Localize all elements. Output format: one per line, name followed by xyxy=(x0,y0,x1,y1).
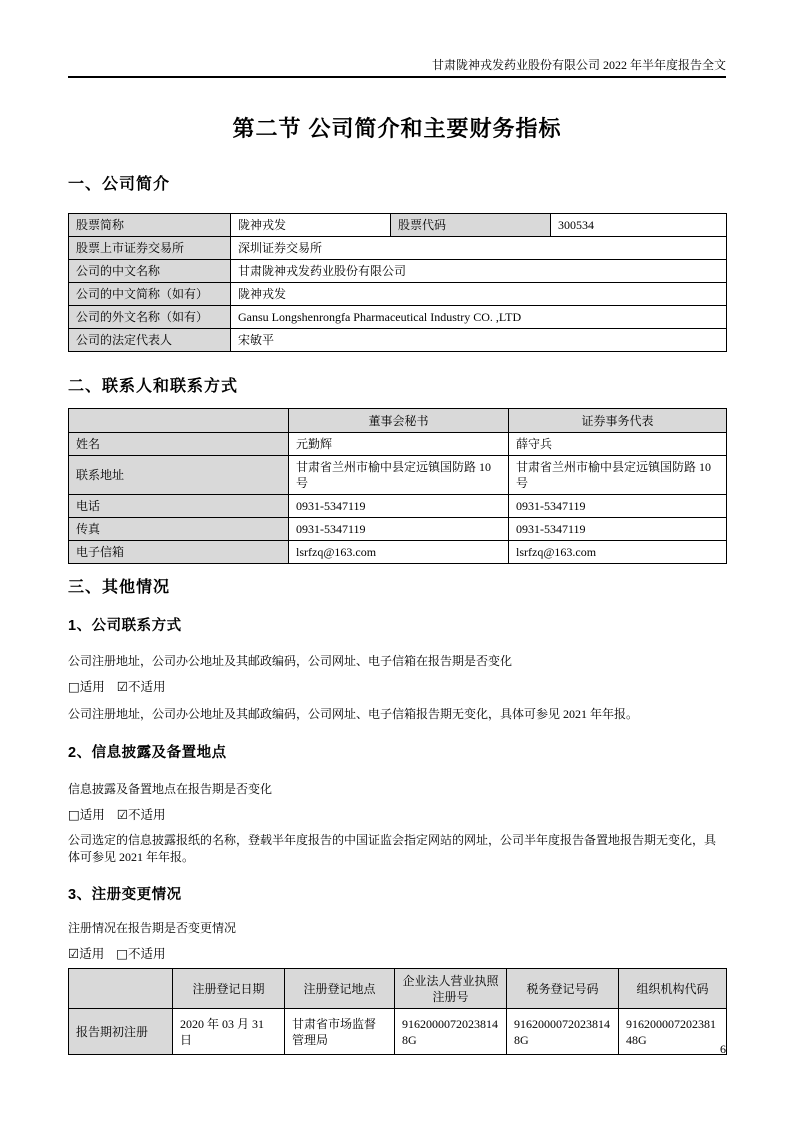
cn-name-value: 甘肃陇神戎发药业股份有限公司 xyxy=(231,260,727,283)
listing-exchange-label: 股票上市证券交易所 xyxy=(69,237,231,260)
checkbox-line xyxy=(68,806,726,824)
section-heading-other: 三、其他情况 xyxy=(68,579,171,596)
table-row xyxy=(69,260,727,283)
checkbox-applicable: □适用 xyxy=(68,807,105,822)
registration-table xyxy=(68,968,727,1055)
stock-abbr-label: 股票简称 xyxy=(69,214,231,237)
registration-change-question: 注册情况在报告期是否变更情况 xyxy=(68,921,237,935)
contacts-empty-header-cell xyxy=(69,409,289,433)
table-header-row xyxy=(69,409,727,433)
reg-date-value: 2020 年 03 月 31 日 xyxy=(173,1009,285,1055)
section-heading-contacts: 二、联系人和联系方式 xyxy=(68,378,239,395)
checkbox-line xyxy=(68,678,726,696)
checkbox-line xyxy=(68,945,726,963)
reg-date-header: 注册登记日期 xyxy=(173,969,285,1009)
table-row xyxy=(69,306,727,329)
business-license-header: 企业法人营业执照注册号 xyxy=(395,969,507,1009)
table-row xyxy=(69,237,727,260)
sub-heading-registration: 3、注册变更情况 xyxy=(68,887,182,903)
sub-heading-company-contact: 1、公司联系方式 xyxy=(68,618,182,634)
table-row xyxy=(69,456,727,495)
checkbox-not-applicable: ☑不适用 xyxy=(116,807,166,822)
secretary-fax: 0931-5347119 xyxy=(289,518,509,541)
table-row xyxy=(69,1009,727,1055)
disclosure-change-question: 信息披露及备置地点在报告期是否变化 xyxy=(68,782,273,796)
stock-code-label: 股票代码 xyxy=(391,214,551,237)
phone-label: 电话 xyxy=(69,495,289,518)
table-header-row xyxy=(69,969,727,1009)
secretary-name: 元勤辉 xyxy=(289,433,509,456)
checkbox-not-applicable: □不适用 xyxy=(116,946,166,961)
table-row xyxy=(69,283,727,306)
report-header: 甘肃陇神戎发药业股份有限公司 2022 年半年度报告全文 xyxy=(68,58,726,78)
sub-heading-disclosure: 2、信息披露及备置地点 xyxy=(68,745,227,761)
tax-registration-header: 税务登记号码 xyxy=(507,969,619,1009)
fax-label: 传真 xyxy=(69,518,289,541)
secretary-email: lsrfzq@163.com xyxy=(289,541,509,564)
representative-name: 薛守兵 xyxy=(509,433,727,456)
table-row xyxy=(69,495,727,518)
table-row xyxy=(69,518,727,541)
contact-change-question: 公司注册地址，公司办公地址及其邮政编码，公司网址、电子信箱在报告期是否变化 xyxy=(68,654,513,668)
business-license-value: 91620000720238148G xyxy=(395,1009,507,1055)
legal-rep-value: 宋敏平 xyxy=(231,329,727,352)
cn-name-label: 公司的中文名称 xyxy=(69,260,231,283)
stock-code-value: 300534 xyxy=(551,214,727,237)
cn-abbr-value: 陇神戎发 xyxy=(231,283,727,306)
table-row xyxy=(69,433,727,456)
representative-email: lsrfzq@163.com xyxy=(509,541,727,564)
foreign-name-value: Gansu Longshenrongfa Pharmaceutical Industry CO. ,LTD xyxy=(231,306,727,329)
contacts-table xyxy=(68,408,727,564)
foreign-name-label: 公司的外文名称（如有） xyxy=(69,306,231,329)
checkbox-not-applicable: ☑不适用 xyxy=(116,679,166,694)
contact-change-note: 公司注册地址，公司办公地址及其邮政编码，公司网址、电子信箱报告期无变化，具体可参见 2021 年年报。 xyxy=(68,707,639,721)
reg-place-value: 甘肃省市场监督管理局 xyxy=(285,1009,395,1055)
company-info-table xyxy=(68,213,727,352)
tax-registration-value: 91620000720238148G xyxy=(507,1009,619,1055)
address-label: 联系地址 xyxy=(69,456,289,495)
reg-place-header: 注册登记地点 xyxy=(285,969,395,1009)
legal-rep-label: 公司的法定代表人 xyxy=(69,329,231,352)
page-number: 6 xyxy=(720,1042,726,1056)
table-row xyxy=(69,214,727,237)
disclosure-change-note: 公司选定的信息披露报纸的名称，登载半年度报告的中国证监会指定网站的网址，公司半年度报告备置地报告期无变化，具体可参见 2021 年年报。 xyxy=(68,833,717,864)
org-code-header: 组织机构代码 xyxy=(619,969,727,1009)
registration-empty-header-cell xyxy=(69,969,173,1009)
stock-abbr-value: 陇神戎发 xyxy=(231,214,391,237)
representative-fax: 0931-5347119 xyxy=(509,518,727,541)
checkbox-applicable: ☑适用 xyxy=(68,946,105,961)
securities-rep-header: 证券事务代表 xyxy=(509,409,727,433)
listing-exchange-value: 深圳证券交易所 xyxy=(231,237,727,260)
email-label: 电子信箱 xyxy=(69,541,289,564)
representative-phone: 0931-5347119 xyxy=(509,495,727,518)
board-secretary-header: 董事会秘书 xyxy=(289,409,509,433)
name-label: 姓名 xyxy=(69,433,289,456)
cn-abbr-label: 公司的中文简称（如有） xyxy=(69,283,231,306)
section-heading-company-profile: 一、公司简介 xyxy=(68,176,171,193)
representative-address: 甘肃省兰州市榆中县定远镇国防路 10 号 xyxy=(509,456,727,495)
secretary-address: 甘肃省兰州市榆中县定远镇国防路 10 号 xyxy=(289,456,509,495)
table-row xyxy=(69,329,727,352)
secretary-phone: 0931-5347119 xyxy=(289,495,509,518)
checkbox-applicable: □适用 xyxy=(68,679,105,694)
page-title: 第二节 公司简介和主要财务指标 xyxy=(232,116,562,141)
table-row xyxy=(69,541,727,564)
period-begin-reg-label: 报告期初注册 xyxy=(69,1009,173,1055)
org-code-value: 91620000720238148G xyxy=(619,1009,727,1055)
